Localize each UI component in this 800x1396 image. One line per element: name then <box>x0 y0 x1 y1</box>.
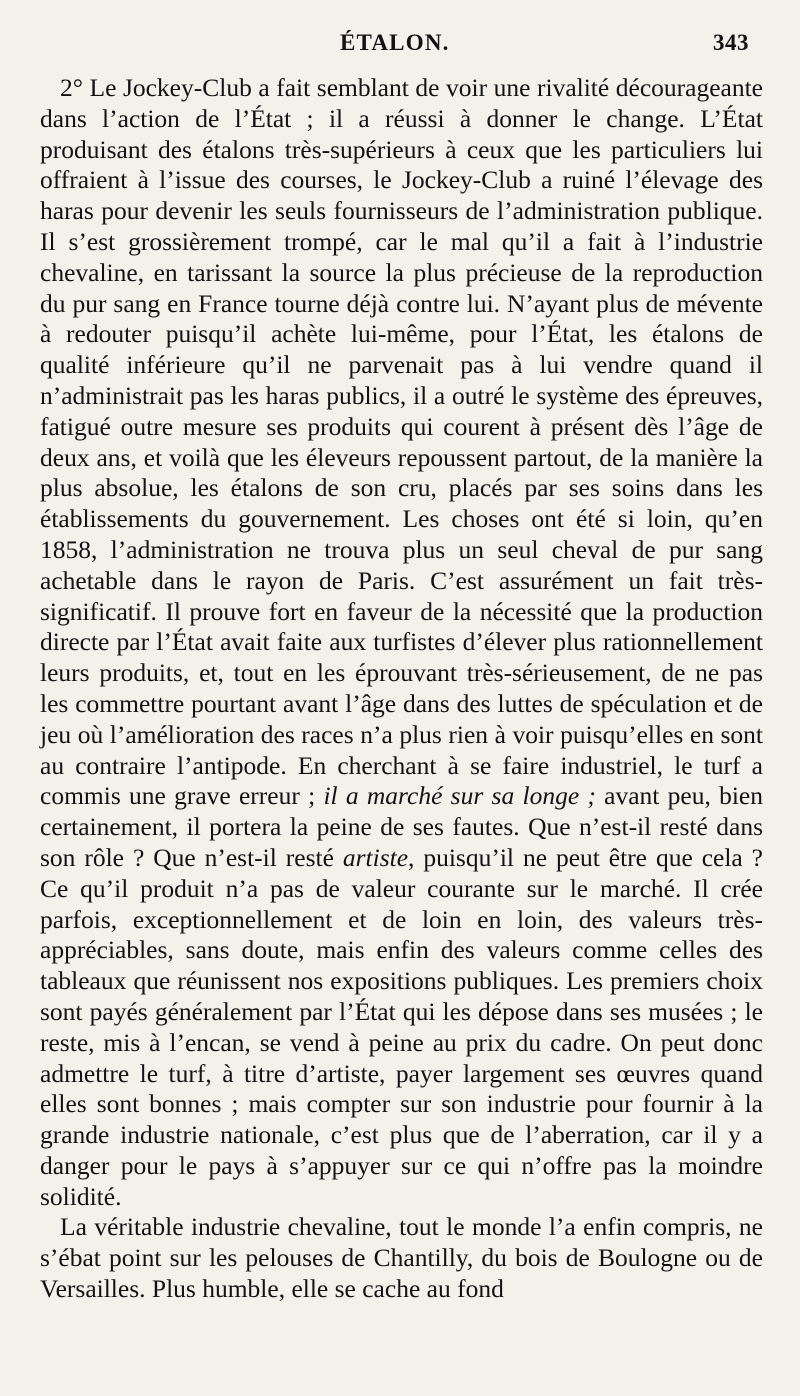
italic-word-artiste: artiste <box>342 842 409 872</box>
body-text <box>40 73 763 1305</box>
paragraph-2: La véritable industrie chevaline, tout le monde l’a enfin compris, ne s’ébat point sur les pelouses de Chantilly, du bois de Boulogne ou de Versailles. Plus humble, elle se cache au fond <box>40 1212 763 1304</box>
running-head: ÉTALON. <box>340 30 450 55</box>
page-number: 343 <box>713 30 749 55</box>
paragraph-1-text-part-1: 2° Le Jockey-Club a fait semblant de voir une rivalité décourageante dans l’action de l’État ; il a réussi à donner le change. L’État produisant des étalons très-supérieurs à ceux que les particuliers lui offraient à l’issue des courses, le Jockey-Club a ruiné l’élevage des haras pour devenir les seuls fournisseurs de l’administration publique. Il s’est grossièrement trompé, car le mal qu’il a fait à l’industrie chevaline, en tarissant la source la plus précieuse de la reproduction du pur sang en France tourne déjà contre lui. N’ayant plus de mévente à redouter puisqu’il achète lui-même, pour l’État, les étalons de qualité inférieure qu’il ne parvenait pas à lui vendre quand il n’administrait pas les haras publics, il a outré le système des épreuves, fatigué outre mesure ses produits qui courent à présent dès l’âge de deux ans, et voilà que les éleveurs repoussent partout, de la manière la plus absolue, les étalons de son cru, placés par ses soins dans les établissements du gouvernement. Les choses ont été si loin, qu’en 1858, l’administration ne trouva plus un seul cheval de pur sang achetable dans le rayon de Paris. C’est assurément un fait très-significatif. Il prouve fort en faveur de la nécessité que la production directe par l’État avait faite aux turfistes d’élever plus rationnellement leurs produits, et, tout en les éprouvant très-sérieusement, de ne pas les commettre pourtant avant l’âge dans des luttes de spéculation et de jeu où l’amélioration des races n’a plus rien à voir puisqu’elles en sont au contraire l’antipode. En cherchant à se faire industriel, le turf a commis une grave erreur ; <box>40 73 763 811</box>
paragraph-1 <box>40 73 763 1212</box>
paragraph-1-text-part-2: avant peu, bien certainement, il portera la peine de ses fautes. Que n’est-il resté dans son rôle ? Que n’est-il resté <box>40 781 763 872</box>
page-header <box>0 30 800 62</box>
italic-phrase-longe: il a marché sur sa longe ; <box>323 781 596 811</box>
paragraph-1-text-part-3: , puisqu’il ne peut être que cela ? Ce qu’il produit n’a pas de valeur courante sur le marché. Il crée parfois, exceptionnellement et de loin en loin, des valeurs très-appréciables, sans doute, mais enfin des valeurs comme celles des tableaux que réunissent nos expositions publiques. Les premiers choix sont payés généralement par l’État qui les dépose dans ses musées ; le reste, mis à l’encan, se vend à peine au prix du cadre. On peut donc admettre le turf, à titre d’artiste, payer largement ses œuvres quand elles sont bonnes ; mais compter sur son industrie pour fournir à la grande industrie nationale, c’est plus que de l’aberration, car il y a danger pour le pays à s’appuyer sur ce qui n’offre pas la moindre solidité. <box>40 842 763 1211</box>
